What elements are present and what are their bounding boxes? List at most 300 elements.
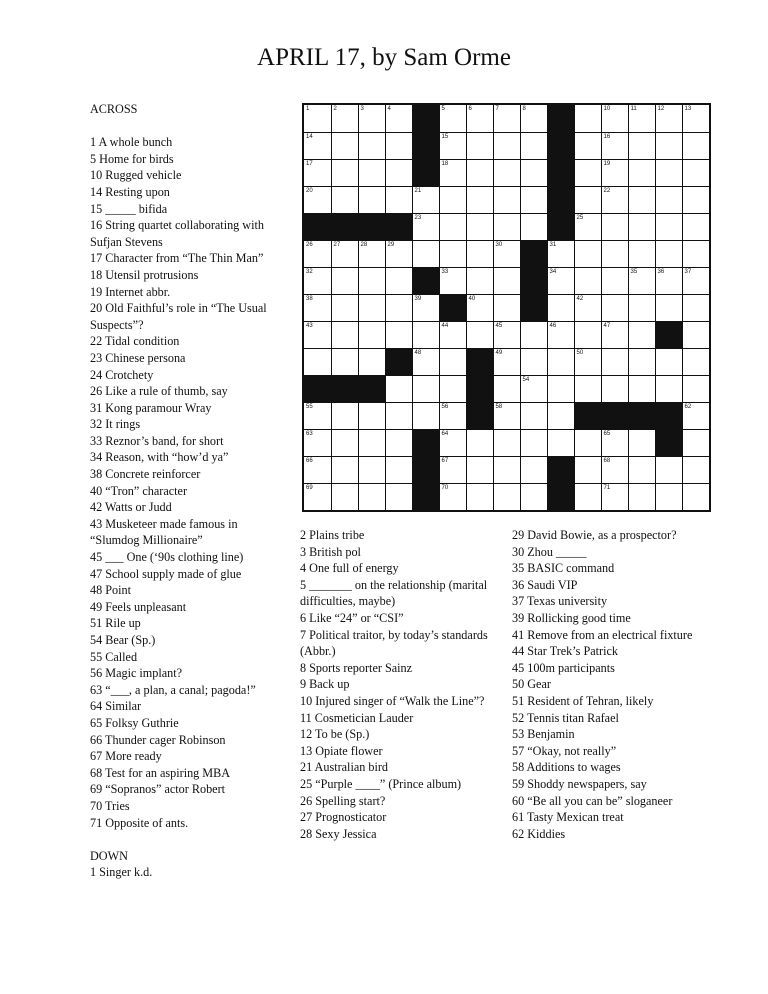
down-clue: 45 100m participants <box>512 660 615 675</box>
clue-number: 22 <box>603 187 611 194</box>
grid-cell[interactable] <box>440 214 466 240</box>
clue-number: 15 <box>441 133 449 140</box>
grid-cell[interactable] <box>521 430 547 456</box>
grid-cell[interactable] <box>467 160 493 186</box>
clue-number: 12 <box>657 106 665 112</box>
grid-cell[interactable] <box>413 322 439 348</box>
grid-cell[interactable] <box>494 484 520 511</box>
grid-cell[interactable] <box>602 160 628 186</box>
down-clue: 25 “Purple ____” (Prince album) <box>300 776 462 791</box>
grid-block <box>413 268 439 294</box>
grid-cell[interactable] <box>521 187 547 213</box>
clue-number: 63 <box>306 430 313 437</box>
grid-cell[interactable] <box>440 133 466 159</box>
grid-cell[interactable] <box>359 430 385 456</box>
grid-cell[interactable] <box>440 349 466 375</box>
down-clue: 35 BASIC command <box>512 561 615 576</box>
clue-number: 35 <box>630 268 638 275</box>
grid-cell[interactable] <box>332 484 358 511</box>
down-clue: 53 Benjamin <box>512 727 575 742</box>
grid-cell[interactable] <box>683 133 710 159</box>
grid-cell[interactable] <box>575 349 601 375</box>
grid-cell[interactable] <box>575 430 601 456</box>
grid-cell[interactable] <box>359 403 385 429</box>
across-clue: 48 Point <box>90 583 131 598</box>
grid-cell[interactable] <box>602 187 628 213</box>
grid-cell[interactable] <box>683 457 710 483</box>
grid-cell[interactable] <box>494 214 520 240</box>
grid-cell[interactable] <box>683 322 710 348</box>
grid-cell[interactable] <box>521 457 547 483</box>
grid-cell[interactable] <box>629 376 655 402</box>
grid-cell[interactable] <box>548 376 574 402</box>
grid-cell[interactable] <box>304 241 331 267</box>
grid-cell[interactable] <box>575 105 601 132</box>
grid-cell[interactable] <box>602 105 628 132</box>
grid-cell[interactable] <box>304 484 331 511</box>
grid-cell[interactable] <box>656 295 682 321</box>
grid-cell[interactable] <box>413 241 439 267</box>
across-clue: 22 Tidal condition <box>90 334 180 349</box>
grid-cell[interactable] <box>467 484 493 511</box>
grid-cell[interactable] <box>359 268 385 294</box>
grid-cell[interactable] <box>521 105 547 132</box>
clue-number: 26 <box>306 241 313 248</box>
across-clue-list <box>90 134 290 831</box>
across-clue: 15 _____ bifida <box>90 201 168 216</box>
grid-cell[interactable] <box>304 105 331 132</box>
grid-cell[interactable] <box>629 133 655 159</box>
grid-block <box>548 133 574 159</box>
grid-block <box>521 295 547 321</box>
grid-cell[interactable] <box>386 105 412 132</box>
grid-cell[interactable] <box>602 349 628 375</box>
clue-number: 1 <box>306 106 310 112</box>
grid-cell[interactable] <box>386 268 412 294</box>
grid-cell[interactable] <box>548 403 574 429</box>
grid-cell[interactable] <box>575 376 601 402</box>
grid-cell[interactable] <box>683 376 710 402</box>
across-clue: 18 Utensil protrusions <box>90 267 199 282</box>
grid-cell[interactable] <box>304 322 331 348</box>
grid-cell[interactable] <box>575 457 601 483</box>
grid-cell[interactable] <box>359 133 385 159</box>
clue-number: 39 <box>414 295 422 302</box>
clue-number: 50 <box>576 349 584 356</box>
grid-cell[interactable] <box>359 484 385 511</box>
down-clue: 58 Additions to wages <box>512 760 621 775</box>
grid-cell[interactable] <box>656 484 682 511</box>
grid-cell[interactable] <box>494 105 520 132</box>
down-clue: 26 Spelling start? <box>300 793 386 808</box>
grid-cell[interactable] <box>629 349 655 375</box>
grid-cell[interactable] <box>386 133 412 159</box>
grid-cell[interactable] <box>494 376 520 402</box>
grid-cell[interactable] <box>521 403 547 429</box>
grid-cell[interactable] <box>548 295 574 321</box>
grid-cell[interactable] <box>656 349 682 375</box>
grid-cell[interactable] <box>629 295 655 321</box>
grid-cell[interactable] <box>629 241 655 267</box>
grid-cell[interactable] <box>602 322 628 348</box>
grid-cell[interactable] <box>440 376 466 402</box>
clue-number: 36 <box>657 268 665 275</box>
down-clue: 30 Zhou _____ <box>512 544 587 559</box>
across-clue: 71 Opposite of ants. <box>90 815 189 830</box>
clue-number: 4 <box>387 106 391 112</box>
grid-cell[interactable] <box>467 214 493 240</box>
down-clue: 29 David Bowie, as a prospector? <box>512 528 677 542</box>
grid-block <box>413 105 439 132</box>
grid-cell[interactable] <box>304 457 331 483</box>
grid-cell[interactable] <box>386 322 412 348</box>
grid-cell[interactable] <box>494 430 520 456</box>
down-clue: 12 To be (Sp.) <box>300 727 370 742</box>
grid-cell[interactable] <box>440 105 466 132</box>
grid-block <box>413 484 439 511</box>
grid-cell[interactable] <box>494 322 520 348</box>
grid-cell[interactable] <box>467 241 493 267</box>
grid-block <box>548 484 574 511</box>
grid-cell[interactable] <box>332 457 358 483</box>
grid-cell[interactable] <box>304 295 331 321</box>
grid-cell[interactable] <box>656 241 682 267</box>
clue-number: 44 <box>441 322 449 329</box>
grid-cell[interactable] <box>359 322 385 348</box>
down-clue: 50 Gear <box>512 677 551 692</box>
grid-block <box>521 268 547 294</box>
grid-cell[interactable] <box>629 484 655 511</box>
across-clue: 26 Like a rule of thumb, say <box>90 384 228 399</box>
across-clue: 70 Tries <box>90 798 130 813</box>
grid-block <box>304 376 331 402</box>
clue-number: 3 <box>360 106 364 112</box>
grid-cell[interactable] <box>602 133 628 159</box>
grid-cell[interactable] <box>359 241 385 267</box>
across-clue: 69 “Sopranos” actor Robert <box>90 782 226 797</box>
grid-cell[interactable] <box>683 160 710 186</box>
grid-cell[interactable] <box>332 187 358 213</box>
grid-cell[interactable] <box>467 295 493 321</box>
grid-cell[interactable] <box>683 403 710 429</box>
grid-cell[interactable] <box>386 457 412 483</box>
grid-cell[interactable] <box>575 160 601 186</box>
clue-number: 71 <box>603 484 611 491</box>
across-clue: 17 Character from “The Thin Man” <box>90 251 264 266</box>
across-clue: 19 Internet abbr. <box>90 284 171 299</box>
grid-block <box>521 241 547 267</box>
grid-cell[interactable] <box>304 349 331 375</box>
grid-cell[interactable] <box>386 376 412 402</box>
grid-cell[interactable] <box>467 105 493 132</box>
clue-number: 6 <box>468 106 472 112</box>
down-clue: 6 Like “24” or “CSI” <box>300 610 404 625</box>
grid-cell[interactable] <box>332 322 358 348</box>
grid-cell[interactable] <box>575 295 601 321</box>
grid-cell[interactable] <box>602 214 628 240</box>
grid-cell[interactable] <box>683 241 710 267</box>
grid-cell[interactable] <box>602 457 628 483</box>
grid-cell[interactable] <box>548 349 574 375</box>
grid-cell[interactable] <box>575 484 601 511</box>
grid-cell[interactable] <box>575 187 601 213</box>
across-clue: 31 Kong paramour Wray <box>90 400 212 415</box>
grid-cell[interactable] <box>575 241 601 267</box>
grid-cell[interactable] <box>683 349 710 375</box>
clue-number: 43 <box>306 322 313 329</box>
grid-block <box>440 295 466 321</box>
grid-cell[interactable] <box>440 160 466 186</box>
grid-cell[interactable] <box>548 241 574 267</box>
grid-cell[interactable] <box>332 430 358 456</box>
across-clue: 1 A whole bunch <box>90 135 173 150</box>
grid-cell[interactable] <box>440 484 466 511</box>
across-clue: 38 Concrete reinforcer <box>90 467 201 482</box>
grid-block <box>548 457 574 483</box>
grid-cell[interactable] <box>467 133 493 159</box>
grid-cell[interactable] <box>359 160 385 186</box>
grid-cell[interactable] <box>683 105 710 132</box>
grid-cell[interactable] <box>629 105 655 132</box>
grid-cell[interactable] <box>575 133 601 159</box>
clue-number: 11 <box>630 106 637 112</box>
grid-cell[interactable] <box>440 430 466 456</box>
grid-cell[interactable] <box>602 295 628 321</box>
grid-cell[interactable] <box>521 160 547 186</box>
grid-cell[interactable] <box>386 187 412 213</box>
grid-cell[interactable] <box>440 268 466 294</box>
grid-cell[interactable] <box>386 430 412 456</box>
across-clue: 42 Watts or Judd <box>90 500 172 515</box>
grid-cell[interactable] <box>494 241 520 267</box>
grid-cell[interactable] <box>548 268 574 294</box>
grid-block <box>467 403 493 429</box>
grid-cell[interactable] <box>413 376 439 402</box>
grid-block <box>548 187 574 213</box>
grid-cell[interactable] <box>494 403 520 429</box>
grid-cell[interactable] <box>683 187 710 213</box>
across-clue: 5 Home for birds <box>90 151 174 166</box>
clue-number: 66 <box>306 457 313 464</box>
grid-cell[interactable] <box>683 295 710 321</box>
grid-block <box>656 430 682 456</box>
clue-column-left <box>90 101 290 881</box>
grid-cell[interactable] <box>656 133 682 159</box>
grid-cell[interactable] <box>629 268 655 294</box>
grid-cell[interactable] <box>413 295 439 321</box>
grid-cell[interactable] <box>467 457 493 483</box>
grid-cell[interactable] <box>332 403 358 429</box>
clue-number: 64 <box>441 430 449 437</box>
grid-cell[interactable] <box>521 376 547 402</box>
clue-number: 5 <box>441 106 445 112</box>
clue-number: 16 <box>603 133 611 140</box>
grid-cell[interactable] <box>629 322 655 348</box>
grid-cell[interactable] <box>494 187 520 213</box>
grid-cell[interactable] <box>521 349 547 375</box>
grid-cell[interactable] <box>494 133 520 159</box>
across-clue: 67 More ready <box>90 749 162 764</box>
grid-cell[interactable] <box>494 160 520 186</box>
grid-cell[interactable] <box>494 349 520 375</box>
grid-cell[interactable] <box>304 133 331 159</box>
grid-cell[interactable] <box>521 133 547 159</box>
grid-cell[interactable] <box>629 214 655 240</box>
grid-cell[interactable] <box>548 322 574 348</box>
grid-cell[interactable] <box>332 268 358 294</box>
clue-number: 7 <box>495 106 499 112</box>
grid-cell[interactable] <box>386 403 412 429</box>
grid-block <box>359 214 385 240</box>
grid-cell[interactable] <box>440 322 466 348</box>
down-clue: 8 Sports reporter Sainz <box>300 660 413 675</box>
grid-cell[interactable] <box>629 457 655 483</box>
grid-cell[interactable] <box>602 268 628 294</box>
grid-cell[interactable] <box>359 187 385 213</box>
grid-cell[interactable] <box>602 376 628 402</box>
down-clue: 4 One full of energy <box>300 561 399 576</box>
across-clue: 54 Bear (Sp.) <box>90 633 156 647</box>
across-clue: 16 String quartet collaborating with Sufjan Stevens <box>90 218 264 249</box>
clue-number: 48 <box>414 349 422 356</box>
across-clue: 34 Reason, with “how’d ya” <box>90 450 229 465</box>
grid-cell[interactable] <box>656 214 682 240</box>
grid-cell[interactable] <box>656 376 682 402</box>
grid-cell[interactable] <box>683 430 710 456</box>
clue-number: 14 <box>306 133 313 140</box>
grid-cell[interactable] <box>413 187 439 213</box>
across-clue: 63 “___, a plan, a canal; pagoda!” <box>90 682 256 697</box>
grid-cell[interactable] <box>440 457 466 483</box>
across-clue: 23 Chinese persona <box>90 350 186 365</box>
grid-cell[interactable] <box>332 160 358 186</box>
grid-cell[interactable] <box>304 403 331 429</box>
grid-block <box>602 403 628 429</box>
grid-cell[interactable] <box>332 241 358 267</box>
across-clue: 20 Old Faithful’s role in “The Usual Suspects”? <box>90 301 267 332</box>
down-clue: 2 Plains tribe <box>300 528 365 542</box>
grid-cell[interactable] <box>386 241 412 267</box>
grid-block <box>332 376 358 402</box>
grid-cell[interactable] <box>656 268 682 294</box>
grid-cell[interactable] <box>683 268 710 294</box>
grid-cell[interactable] <box>413 214 439 240</box>
grid-cell[interactable] <box>602 241 628 267</box>
grid-cell[interactable] <box>440 187 466 213</box>
down-clue: 10 Injured singer of “Walk the Line”? <box>300 693 485 708</box>
grid-cell[interactable] <box>467 187 493 213</box>
grid-cell[interactable] <box>359 295 385 321</box>
puzzle-title: APRIL 17, by Sam Orme <box>257 44 511 71</box>
grid-cell[interactable] <box>304 160 331 186</box>
grid-cell[interactable] <box>521 484 547 511</box>
grid-cell[interactable] <box>386 295 412 321</box>
grid-block <box>656 322 682 348</box>
grid-cell[interactable] <box>359 349 385 375</box>
grid-cell[interactable] <box>575 214 601 240</box>
grid-cell[interactable] <box>304 268 331 294</box>
grid-cell[interactable] <box>494 268 520 294</box>
grid-cell[interactable] <box>332 133 358 159</box>
down-clue: 44 Star Trek’s Patrick <box>512 644 618 659</box>
down-clue: 60 “Be all you can be” sloganeer <box>512 793 673 808</box>
grid-cell[interactable] <box>386 160 412 186</box>
across-clue: 45 ___ One (‘90s clothing line) <box>90 550 244 565</box>
grid-block <box>332 214 358 240</box>
grid-cell[interactable] <box>602 430 628 456</box>
across-clue: 14 Resting upon <box>90 184 170 199</box>
grid-cell[interactable] <box>304 187 331 213</box>
down-clue: 62 Kiddies <box>512 826 566 841</box>
clue-number: 27 <box>333 241 341 248</box>
clue-number: 29 <box>387 241 395 248</box>
grid-cell[interactable] <box>575 268 601 294</box>
grid-cell[interactable] <box>359 105 385 132</box>
grid-block <box>304 214 331 240</box>
clue-number: 55 <box>306 403 313 410</box>
grid-cell[interactable] <box>440 403 466 429</box>
grid-cell[interactable] <box>467 268 493 294</box>
grid-cell[interactable] <box>304 430 331 456</box>
grid-cell[interactable] <box>467 430 493 456</box>
grid-cell[interactable] <box>467 322 493 348</box>
across-clue: 55 Called <box>90 649 138 664</box>
grid-cell[interactable] <box>683 484 710 511</box>
grid-cell[interactable] <box>494 457 520 483</box>
grid-cell[interactable] <box>332 105 358 132</box>
across-clue: 32 It rings <box>90 417 141 432</box>
grid-cell[interactable] <box>521 322 547 348</box>
grid-cell[interactable] <box>656 187 682 213</box>
grid-cell[interactable] <box>602 484 628 511</box>
grid-cell[interactable] <box>656 105 682 132</box>
grid-cell[interactable] <box>629 160 655 186</box>
grid-cell[interactable] <box>629 430 655 456</box>
clue-number: 31 <box>549 241 557 248</box>
grid-block <box>413 133 439 159</box>
grid-cell[interactable] <box>575 322 601 348</box>
grid-cell[interactable] <box>494 295 520 321</box>
grid-block <box>413 160 439 186</box>
clue-number: 20 <box>306 187 313 194</box>
grid-cell[interactable] <box>629 187 655 213</box>
grid-cell[interactable] <box>413 403 439 429</box>
across-clue: 43 Musketeer made famous in “Slumdog Millionaire” <box>90 516 238 548</box>
grid-cell[interactable] <box>413 349 439 375</box>
clue-number: 38 <box>306 295 313 302</box>
grid-cell[interactable] <box>521 214 547 240</box>
grid-block <box>467 376 493 402</box>
across-clue: 68 Test for an aspiring MBA <box>90 765 231 780</box>
grid-cell[interactable] <box>332 349 358 375</box>
grid-cell[interactable] <box>683 214 710 240</box>
down-clue: 37 Texas university <box>512 594 608 609</box>
grid-cell[interactable] <box>332 295 358 321</box>
grid-cell[interactable] <box>656 457 682 483</box>
clue-number: 17 <box>306 160 313 167</box>
clue-number: 69 <box>306 484 313 491</box>
down-clue-list-start <box>90 864 290 881</box>
down-clue: 7 Political traitor, by today’s standards (Abbr.) <box>300 627 488 659</box>
clue-number: 47 <box>603 322 611 329</box>
grid-cell[interactable] <box>548 430 574 456</box>
across-clue: 51 Rile up <box>90 616 141 631</box>
clue-number: 58 <box>495 403 503 410</box>
grid-cell[interactable] <box>359 457 385 483</box>
grid-cell[interactable] <box>656 160 682 186</box>
grid-cell[interactable] <box>386 484 412 511</box>
grid-cell[interactable] <box>440 241 466 267</box>
